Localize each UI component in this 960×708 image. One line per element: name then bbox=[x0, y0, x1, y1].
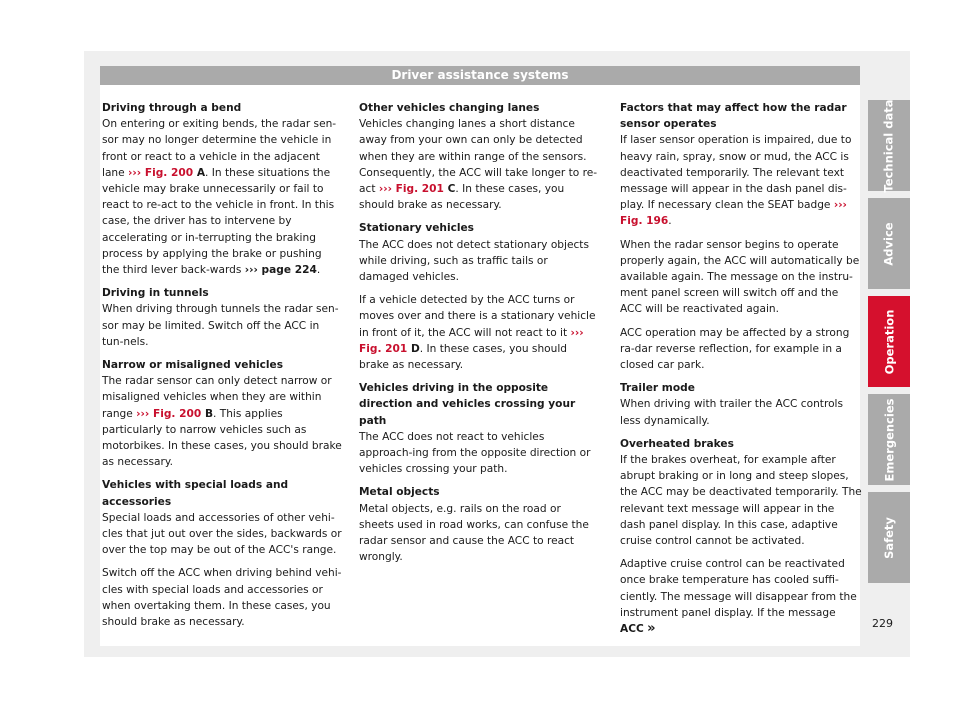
paragraph-bend: On entering or exiting bends, the radar sen-sor may no longer determine the vehicle in front or react to a vehicle in the adjacent lane ››› Fig. 200 A. In these situations the vehicle may brake unnecessarily or fail to react to re-act to the vehicle in front. In this case, the driver has to intervene by accelerating or in-terrupting the braking process by applying the brake or pushing the third lever back-wards ››› page 224. bbox=[102, 118, 337, 277]
column-1 bbox=[102, 100, 342, 637]
paragraph-reactivate: Adaptive cruise control can be reactivated once brake temperature has cooled suffi-ciently. The message will disappear from the instrument panel display. If the message ACC » bbox=[620, 558, 857, 637]
page-224-link[interactable]: ››› page 224 bbox=[244, 264, 317, 277]
tab-technical-data[interactable]: Technical data bbox=[868, 100, 910, 191]
paragraph-overheat: If the brakes overheat, for example after abrupt braking or in long and steep slopes, the ACC may be deactivated temporarily. The relevant text message will appear in the dash panel display. In this case, adaptive cruise control cannot be activated. bbox=[620, 454, 862, 548]
tab-operation[interactable]: Operation bbox=[868, 296, 910, 387]
column-2 bbox=[359, 100, 599, 572]
section-header: Driver assistance systems bbox=[100, 66, 860, 85]
heading-factors: Factors that may affect how the radar sensor operates bbox=[620, 102, 847, 131]
heading-tunnels: Driving in tunnels bbox=[102, 287, 209, 300]
fig-201-link[interactable]: ››› Fig. 201 bbox=[378, 183, 444, 196]
paragraph-tunnels: When driving through tunnels the radar sen-sor may be limited. Switch off the ACC in tun-nels. bbox=[102, 303, 339, 348]
paragraph-changing-lanes: Vehicles changing lanes a short distance away from your own can only be detected when they are within range of the sensors. Consequently, the ACC will take longer to re-act ››› Fig. 201 C. In these cases, you should brake as necessary. bbox=[359, 118, 598, 212]
paragraph-narrow: The radar sensor can only detect narrow or misaligned vehicles when they are within range ››› Fig. 200 B. This applies particularly to narrow vehicles such as motorbikes. In these cases, you should brake as necessary. bbox=[102, 375, 342, 469]
heading-driving-bend: Driving through a bend bbox=[102, 102, 242, 114]
paragraph-metal: Metal objects, e.g. rails on the road or sheets used in road works, can confuse the radar sensor and cause the ACC to react wrongly. bbox=[359, 502, 589, 564]
paragraph-radar-ok: When the radar sensor begins to operate properly again, the ACC will automatically be available again. The message on the instru-ment panel screen will switch off and the ACC will be reactivated again. bbox=[620, 238, 860, 316]
column-3 bbox=[620, 100, 862, 644]
paragraph-special-loads: Special loads and accessories of other vehi-cles that jut out over the sides, backwards or over the top may be out of the ACC's range. bbox=[102, 511, 342, 557]
heading-opposite-direction: Vehicles driving in the opposite direction and vehicles crossing your path bbox=[359, 382, 576, 427]
paragraph-reflection: ACC operation may be affected by a strong ra-dar reverse reflection, for example in a closed car park. bbox=[620, 326, 850, 372]
heading-narrow-vehicles: Narrow or misaligned vehicles bbox=[102, 359, 284, 372]
fig-201-link-d[interactable]: ››› Fig. 201 bbox=[359, 326, 584, 355]
heading-changing-lanes: Other vehicles changing lanes bbox=[359, 102, 540, 114]
heading-trailer: Trailer mode bbox=[620, 382, 695, 395]
tab-emergencies[interactable]: Emergencies bbox=[868, 394, 910, 485]
paragraph-turns: If a vehicle detected by the ACC turns or moves over and there is a stationary vehicle in front of it, the ACC will not react to it ››› Fig. 201 D. In these cases, you should brake as necessary. bbox=[359, 294, 596, 372]
paragraph-laser: If laser sensor operation is impaired, due to heavy rain, spray, snow or mud, the ACC is deactivated temporarily. The relevant text message will appear in the dash panel dis-play. If necessary clean the SEAT badge ››› Fig. 196. bbox=[620, 134, 852, 228]
paragraph-switch-off: Switch off the ACC when driving behind vehi-cles with special loads and accessories or when overtaking them. In these cases, you should brake as necessary. bbox=[102, 567, 342, 629]
paragraph-trailer: When driving with trailer the ACC controls less dynamically. bbox=[620, 398, 844, 427]
paragraph-stationary: The ACC does not detect stationary objects while driving, such as traffic tails or damaged vehicles. bbox=[359, 238, 589, 284]
fig-200-link[interactable]: ››› Fig. 200 bbox=[128, 166, 194, 179]
tab-safety[interactable]: Safety bbox=[868, 492, 910, 583]
page-number: 229 bbox=[872, 617, 893, 630]
heading-overheated-brakes: Overheated brakes bbox=[620, 437, 734, 450]
heading-special-loads: Vehicles with special loads and accessories bbox=[102, 479, 289, 508]
fig-196-link[interactable]: ››› Fig. 196 bbox=[620, 199, 847, 228]
paragraph-opposite: The ACC does not react to vehicles approach-ing from the opposite direction or vehicles crossing your path. bbox=[359, 430, 591, 476]
continue-arrow-icon: » bbox=[647, 621, 656, 637]
heading-metal-objects: Metal objects bbox=[359, 486, 440, 499]
fig-200-link-b[interactable]: ››› Fig. 200 bbox=[136, 407, 202, 420]
tab-advice[interactable]: Advice bbox=[868, 198, 910, 289]
heading-stationary: Stationary vehicles bbox=[359, 222, 474, 235]
